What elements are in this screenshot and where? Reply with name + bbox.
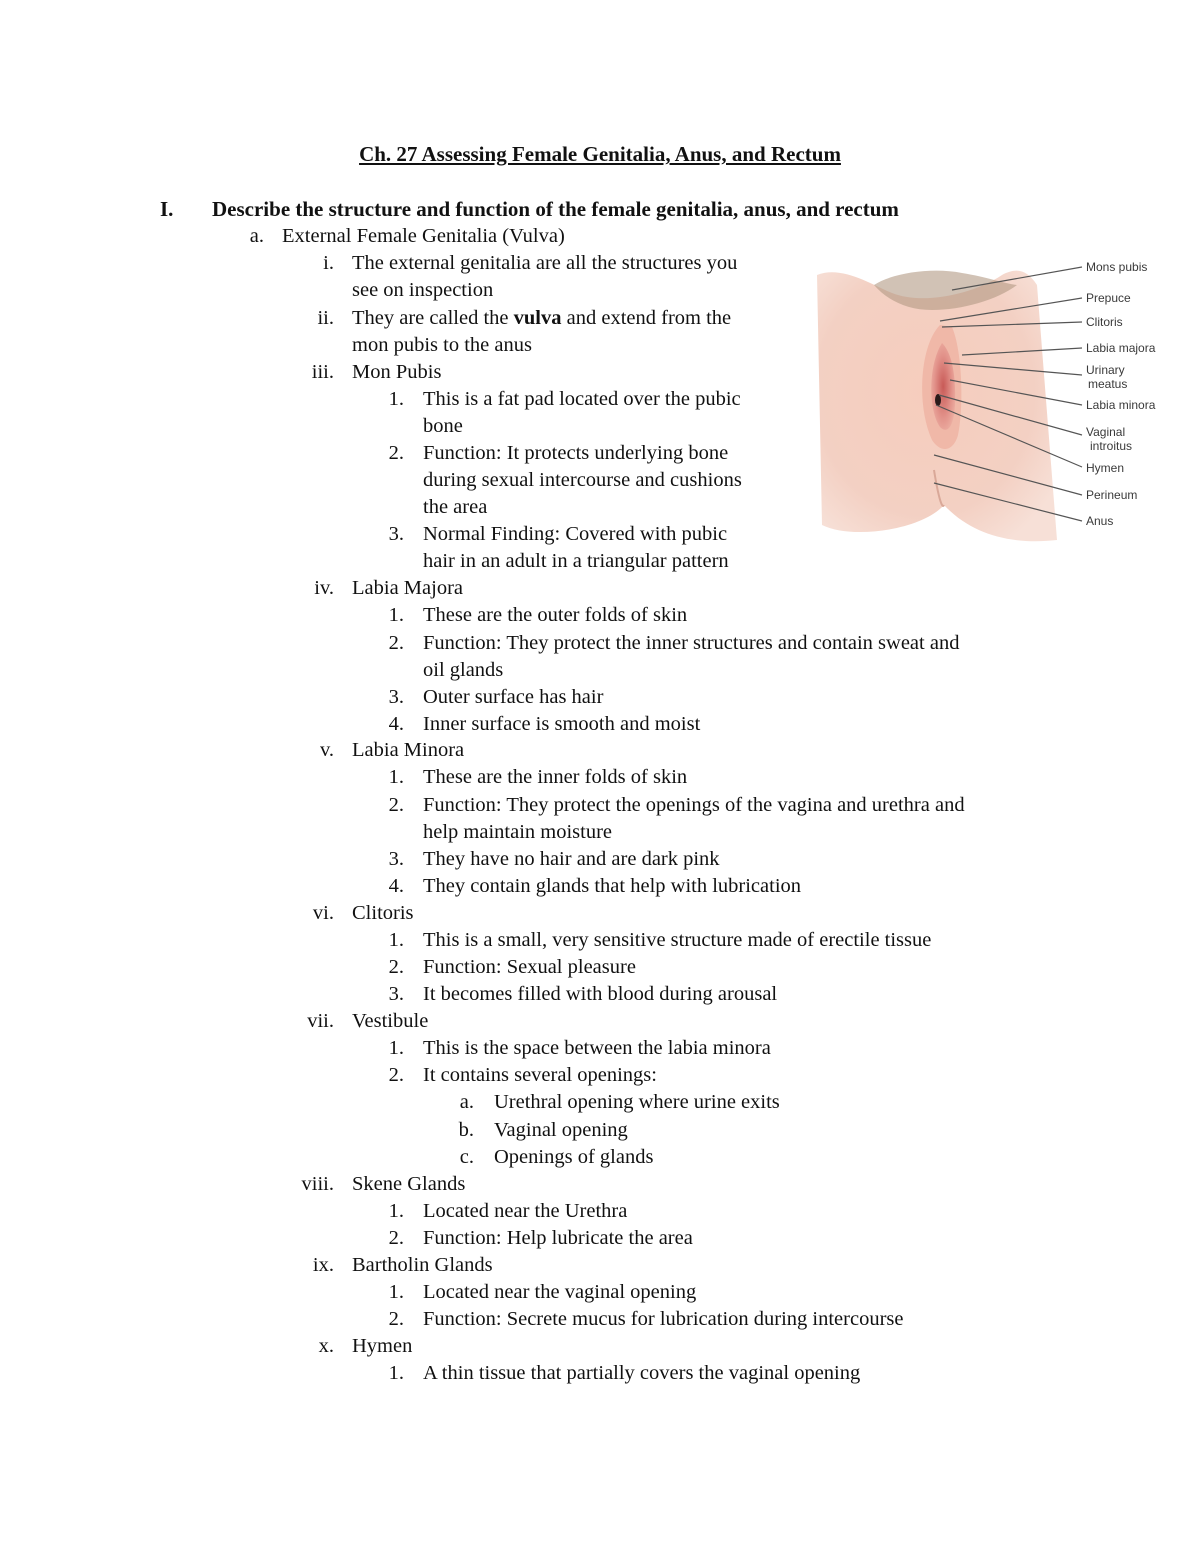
- document-title: Ch. 27 Assessing Female Genitalia, Anus, and Rectum: [359, 142, 841, 166]
- list-item-text: They contain glands that help with lubrication: [423, 875, 802, 897]
- list-item-text: mon pubis to the anus: [352, 334, 532, 356]
- label-labia-minora: Labia minora: [1086, 398, 1156, 412]
- roman-marker: iv.: [314, 577, 334, 599]
- list-item-heading: Labia Majora: [352, 577, 463, 599]
- number-marker: 1.: [388, 766, 404, 788]
- list-item-text: Function: Secrete mucus for lubrication during intercourse: [423, 1308, 904, 1330]
- list-item-text: oil glands: [423, 659, 504, 681]
- number-marker: 4.: [388, 713, 404, 735]
- number-marker: 2.: [388, 1227, 404, 1249]
- label-clitoris: Clitoris: [1086, 315, 1123, 329]
- list-item-text: A thin tissue that partially covers the vaginal opening: [423, 1362, 861, 1384]
- roman-marker: x.: [318, 1335, 334, 1357]
- list-item-text: the area: [423, 496, 488, 518]
- roman-marker: vi.: [312, 902, 334, 924]
- list-item-heading: Vestibule: [352, 1010, 429, 1032]
- roman-marker: ix.: [312, 1254, 334, 1276]
- list-item-heading: Hymen: [352, 1335, 413, 1357]
- vulva-term: vulva: [513, 307, 562, 329]
- list-item-text: This is a fat pad located over the pubic: [423, 388, 741, 410]
- list-item-text: Function: They protect the openings of the vagina and urethra and: [423, 794, 965, 816]
- number-marker: 2.: [388, 1064, 404, 1086]
- label-urinary-meatus-1: Urinary: [1086, 363, 1125, 377]
- roman-marker: i.: [323, 252, 334, 274]
- list-item-text: Function: Help lubricate the area: [423, 1227, 693, 1249]
- list-item-text: Openings of glands: [494, 1146, 654, 1168]
- list-item-text: Urethral opening where urine exits: [494, 1091, 780, 1113]
- list-item-text: Normal Finding: Covered with pubic: [423, 523, 728, 545]
- label-hymen: Hymen: [1086, 461, 1125, 475]
- roman-marker: vii.: [307, 1010, 334, 1032]
- list-item-heading: Skene Glands: [352, 1173, 466, 1195]
- list-item-heading: Clitoris: [352, 902, 414, 924]
- label-anus: Anus: [1086, 514, 1114, 528]
- number-marker: 1.: [388, 604, 404, 626]
- number-marker: 3.: [388, 523, 404, 545]
- list-item-text: They are called the vulva and extend from the: [352, 307, 732, 329]
- roman-marker: iii.: [311, 361, 334, 383]
- section-number: I.: [160, 197, 174, 221]
- label-perineum: Perineum: [1086, 488, 1138, 502]
- list-item-text: bone: [423, 415, 463, 437]
- list-item-text: Function: Sexual pleasure: [423, 956, 636, 978]
- number-marker: 2.: [388, 632, 404, 654]
- number-marker: 1.: [388, 929, 404, 951]
- list-item-text: Function: It protects underlying bone: [423, 442, 729, 464]
- list-item-text: Function: They protect the inner structures and contain sweat and: [423, 632, 960, 654]
- subsection-marker: a.: [249, 225, 264, 247]
- list-item-text: This is a small, very sensitive structure made of erectile tissue: [423, 929, 932, 951]
- list-item-heading: Bartholin Glands: [352, 1254, 493, 1276]
- number-marker: 3.: [388, 686, 404, 708]
- list-item-text: This is the space between the labia minora: [423, 1037, 771, 1059]
- number-marker: 1.: [388, 1037, 404, 1059]
- list-item-text: These are the outer folds of skin: [423, 604, 688, 626]
- list-item-heading: Mon Pubis: [352, 361, 442, 383]
- number-marker: 2.: [388, 794, 404, 816]
- roman-marker: viii.: [301, 1173, 334, 1195]
- list-item-text: see on inspection: [352, 279, 494, 301]
- number-marker: 3.: [388, 983, 404, 1005]
- list-item-text: It becomes filled with blood during arousal: [423, 983, 778, 1005]
- list-item-text: The external genitalia are all the structures you: [352, 252, 738, 274]
- number-marker: 1.: [388, 388, 404, 410]
- letter-marker: c.: [459, 1146, 474, 1168]
- number-marker: 2.: [388, 442, 404, 464]
- roman-marker: ii.: [317, 307, 334, 329]
- list-item-text: hair in an adult in a triangular pattern: [423, 550, 729, 572]
- number-marker: 4.: [388, 875, 404, 897]
- list-item-text: Outer surface has hair: [423, 686, 604, 708]
- letter-marker: a.: [459, 1091, 474, 1113]
- roman-marker: v.: [319, 739, 334, 761]
- section-heading: Describe the structure and function of the female genitalia, anus, and rectum: [212, 197, 899, 221]
- number-marker: 2.: [388, 1308, 404, 1330]
- list-item-heading: Labia Minora: [352, 739, 465, 761]
- label-labia-majora: Labia majora: [1086, 341, 1156, 355]
- list-item-text: help maintain moisture: [423, 821, 613, 843]
- label-vaginal-introitus-2: introitus: [1090, 439, 1133, 453]
- list-item-text: These are the inner folds of skin: [423, 766, 688, 788]
- anatomy-figure: [812, 255, 1172, 545]
- list-item-text: Located near the Urethra: [423, 1200, 628, 1222]
- label-urinary-meatus-2: meatus: [1088, 377, 1128, 391]
- number-marker: 1.: [388, 1281, 404, 1303]
- list-item-text: during sexual intercourse and cushions: [423, 469, 742, 491]
- list-item-text: Located near the vaginal opening: [423, 1281, 697, 1303]
- number-marker: 1.: [388, 1362, 404, 1384]
- list-item-text: Inner surface is smooth and moist: [423, 713, 701, 735]
- list-item-text: It contains several openings:: [423, 1064, 657, 1086]
- number-marker: 3.: [388, 848, 404, 870]
- list-item-text: Vaginal opening: [494, 1119, 628, 1141]
- label-mons-pubis: Mons pubis: [1086, 260, 1148, 274]
- letter-marker: b.: [458, 1119, 474, 1141]
- number-marker: 1.: [388, 1200, 404, 1222]
- label-vaginal-introitus-1: Vaginal: [1086, 425, 1126, 439]
- subsection-heading: External Female Genitalia (Vulva): [282, 225, 565, 247]
- list-item-text: They have no hair and are dark pink: [423, 848, 720, 870]
- label-prepuce: Prepuce: [1086, 291, 1131, 305]
- number-marker: 2.: [388, 956, 404, 978]
